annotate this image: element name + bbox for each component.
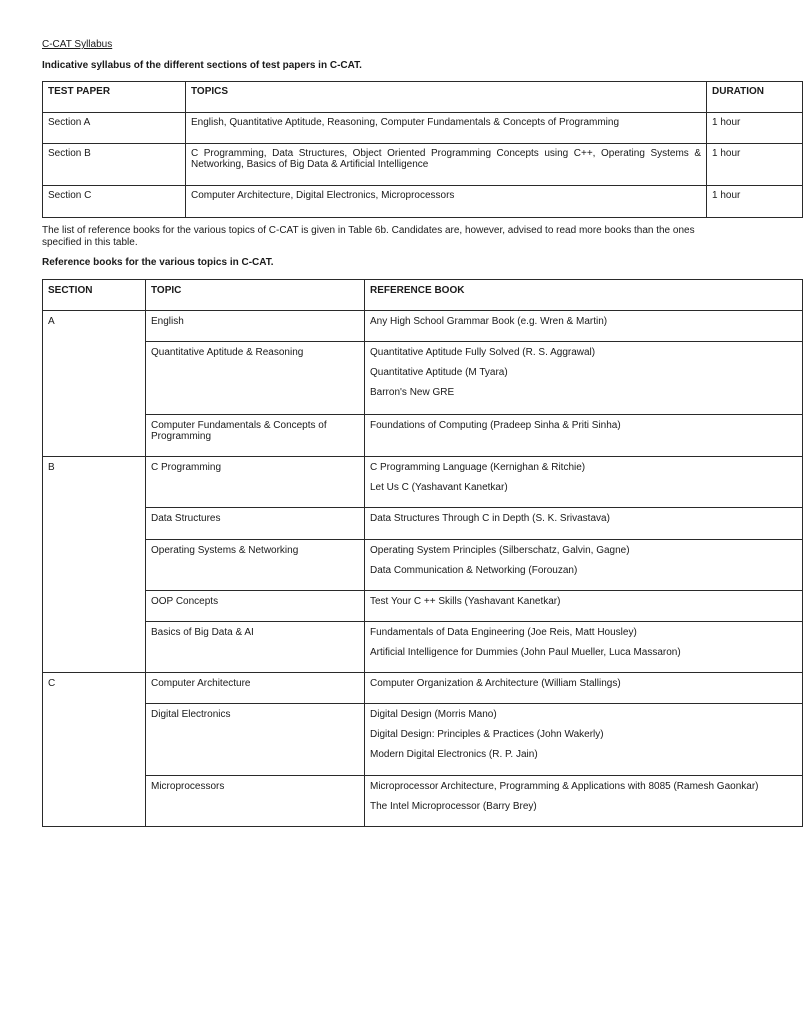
document-title: C-CAT Syllabus: [42, 39, 113, 50]
syllabus-table-viewport: [42, 81, 765, 219]
topics-cell: English, Quantitative Aptitude, Reasoning, Computer Fundamentals & Concepts of Programming: [186, 113, 707, 144]
header-topic: TOPIC: [146, 280, 365, 311]
book-entry: Operating System Principles (Silberschatz, Galvin, Gagne): [370, 545, 630, 556]
test-paper-cell: Section A: [43, 113, 186, 144]
reference-row: [43, 622, 803, 673]
reference-header-row: [43, 280, 803, 311]
duration-cell: 1 hour: [707, 113, 803, 144]
books-cell: [365, 311, 803, 342]
section-cell-b: B: [43, 457, 146, 673]
topics-cell: C Programming, Data Structures, Object Oriented Programming Concepts using C++, Operating Systems & Networking, Basics of Big Data & Artificial Intelligence: [186, 144, 707, 186]
books-cell: [365, 457, 803, 508]
book-entry: Quantitative Aptitude Fully Solved (R. S. Aggrawal): [370, 347, 596, 358]
reference-row: [43, 508, 803, 540]
reference-row: [43, 457, 803, 508]
header-topics: TOPICS: [186, 82, 707, 113]
book-entry: Let Us C (Yashavant Kanetkar): [370, 482, 508, 493]
syllabus-row: [43, 186, 803, 218]
reference-row: [43, 776, 803, 827]
book-entry: Test Your C ++ Skills (Yashavant Kanetkar): [370, 596, 561, 607]
test-paper-cell: Section C: [43, 186, 186, 218]
syllabus-header-row: [43, 82, 803, 113]
syllabus-intro: Indicative syllabus of the different sections of test papers in C-CAT.: [42, 60, 362, 71]
book-entry: Data Structures Through C in Depth (S. K. Srivastava): [370, 513, 610, 524]
duration-cell: 1 hour: [707, 144, 803, 186]
book-entry: Computer Organization & Architecture (William Stallings): [370, 678, 621, 689]
header-reference-book: REFERENCE BOOK: [365, 280, 803, 311]
book-entry: Fundamentals of Data Engineering (Joe Reis, Matt Housley): [370, 627, 637, 638]
topic-cell: Operating Systems & Networking: [146, 540, 365, 591]
books-cell: [365, 508, 803, 540]
reference-row: [43, 704, 803, 776]
book-entry: Digital Design (Morris Mano): [370, 709, 497, 720]
syllabus-row: [43, 113, 803, 144]
books-cell: [365, 622, 803, 673]
topic-cell: Quantitative Aptitude & Reasoning: [146, 342, 365, 415]
duration-cell: 1 hour: [707, 186, 803, 218]
topics-cell: Computer Architecture, Digital Electronics, Microprocessors: [186, 186, 707, 218]
book-entry: Barron's New GRE: [370, 387, 455, 398]
syllabus-table: [42, 81, 803, 218]
header-test-paper: TEST PAPER: [43, 82, 186, 113]
topic-cell: C Programming: [146, 457, 365, 508]
topic-cell: Computer Architecture: [146, 673, 365, 704]
topic-cell: OOP Concepts: [146, 591, 365, 622]
reference-row: [43, 540, 803, 591]
reference-row: [43, 591, 803, 622]
book-entry: Modern Digital Electronics (R. P. Jain): [370, 749, 538, 760]
books-cell: [365, 776, 803, 827]
reference-row: [43, 342, 803, 415]
reference-heading: Reference books for the various topics in C-CAT.: [42, 257, 274, 268]
books-cell: [365, 415, 803, 457]
syllabus-row: [43, 144, 803, 186]
reference-table: [42, 279, 803, 827]
books-cell: [365, 673, 803, 704]
reference-note: The list of reference books for the various topics of C-CAT is given in Table 6b. Candidates are, however, advised to read more books than the ones specified in this table.: [42, 225, 695, 248]
topic-cell: Data Structures: [146, 508, 365, 540]
reference-row: [43, 415, 803, 457]
section-cell-c: C: [43, 673, 146, 827]
reference-row: [43, 673, 803, 704]
book-entry: Quantitative Aptitude (M Tyara): [370, 367, 508, 378]
books-cell: [365, 704, 803, 776]
book-entry: The Intel Microprocessor (Barry Brey): [370, 801, 537, 812]
book-entry: Artificial Intelligence for Dummies (John Paul Mueller, Luca Massaron): [370, 647, 681, 658]
topic-cell: Computer Fundamentals & Concepts of Programming: [146, 415, 365, 457]
book-entry: Microprocessor Architecture, Programming & Applications with 8085 (Ramesh Gaonkar): [370, 781, 759, 792]
test-paper-cell: Section B: [43, 144, 186, 186]
topic-cell: Basics of Big Data & AI: [146, 622, 365, 673]
topic-cell: Digital Electronics: [146, 704, 365, 776]
books-cell: [365, 342, 803, 415]
book-entry: Digital Design: Principles & Practices (John Wakerly): [370, 729, 604, 740]
books-cell: [365, 540, 803, 591]
header-section: SECTION: [43, 280, 146, 311]
books-cell: [365, 591, 803, 622]
topic-cell: English: [146, 311, 365, 342]
header-duration: DURATION: [707, 82, 803, 113]
book-entry: C Programming Language (Kernighan & Ritchie): [370, 462, 586, 473]
topic-cell: Microprocessors: [146, 776, 365, 827]
reference-row: [43, 311, 803, 342]
section-cell-a: A: [43, 311, 146, 457]
book-entry: Data Communication & Networking (Forouzan): [370, 565, 578, 576]
book-entry: Foundations of Computing (Pradeep Sinha & Priti Sinha): [370, 420, 621, 431]
reference-table-viewport: [42, 279, 759, 831]
book-entry: Any High School Grammar Book (e.g. Wren & Martin): [370, 316, 608, 327]
